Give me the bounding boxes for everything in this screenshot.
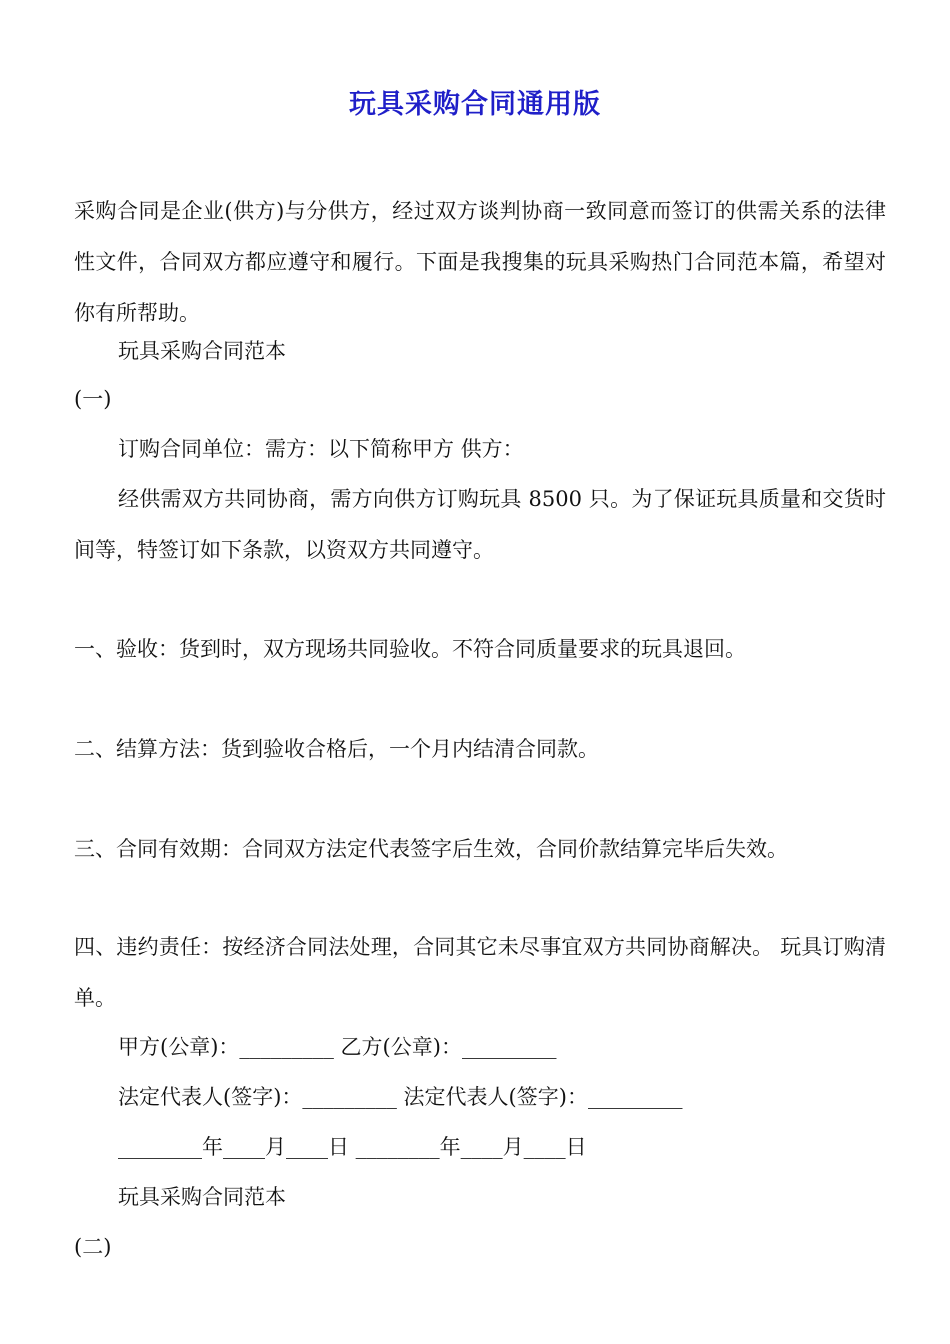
sample-heading-2: 玩具采购合同范本 — [118, 1185, 286, 1209]
clause-acceptance: 一、验收：货到时，双方现场共同验收。不符合同质量要求的玩具退回。 — [74, 637, 746, 661]
document-title: 玩具采购合同通用版 — [349, 89, 601, 120]
section-1-label: (一) — [74, 387, 112, 411]
clause-settlement: 二、结算方法：货到验收合格后，一个月内结清合同款。 — [74, 737, 599, 761]
section-2-label: (二) — [74, 1235, 112, 1259]
representative-signature-line: 法定代表人(签字)：_________ 法定代表人(签字)：_________ — [118, 1085, 683, 1109]
intro-paragraph: 采购合同是企业(供方)与分供方，经过双方谈判协商一致同意而签订的供需关系的法律性文件，合同双方都应遵守和履行。下面是我搜集的玩具采购热门合同范本篇，希望对你有所帮助。 — [74, 199, 886, 325]
clause-validity: 三、合同有效期：合同双方法定代表签字后生效，合同价款结算完毕后失效。 — [74, 837, 788, 861]
order-unit-line: 订购合同单位：需方：以下简称甲方 供方： — [118, 437, 524, 461]
clause-liability: 四、违约责任：按经济合同法处理，合同其它未尽事宜双方共同协商解决。 玩具订购清单。 — [74, 935, 886, 1010]
seal-signature-line: 甲方(公章)：_________ 乙方(公章)：_________ — [118, 1035, 557, 1059]
sample-heading-1: 玩具采购合同范本 — [118, 339, 286, 363]
date-line: ________年____月____日 ________年____月____日 — [118, 1135, 587, 1159]
agreement-paragraph: 经供需双方共同协商，需方向供方订购玩具 8500 只。为了保证玩具质量和交货时间等，特签订如下条款，以资双方共同遵守。 — [74, 487, 886, 562]
